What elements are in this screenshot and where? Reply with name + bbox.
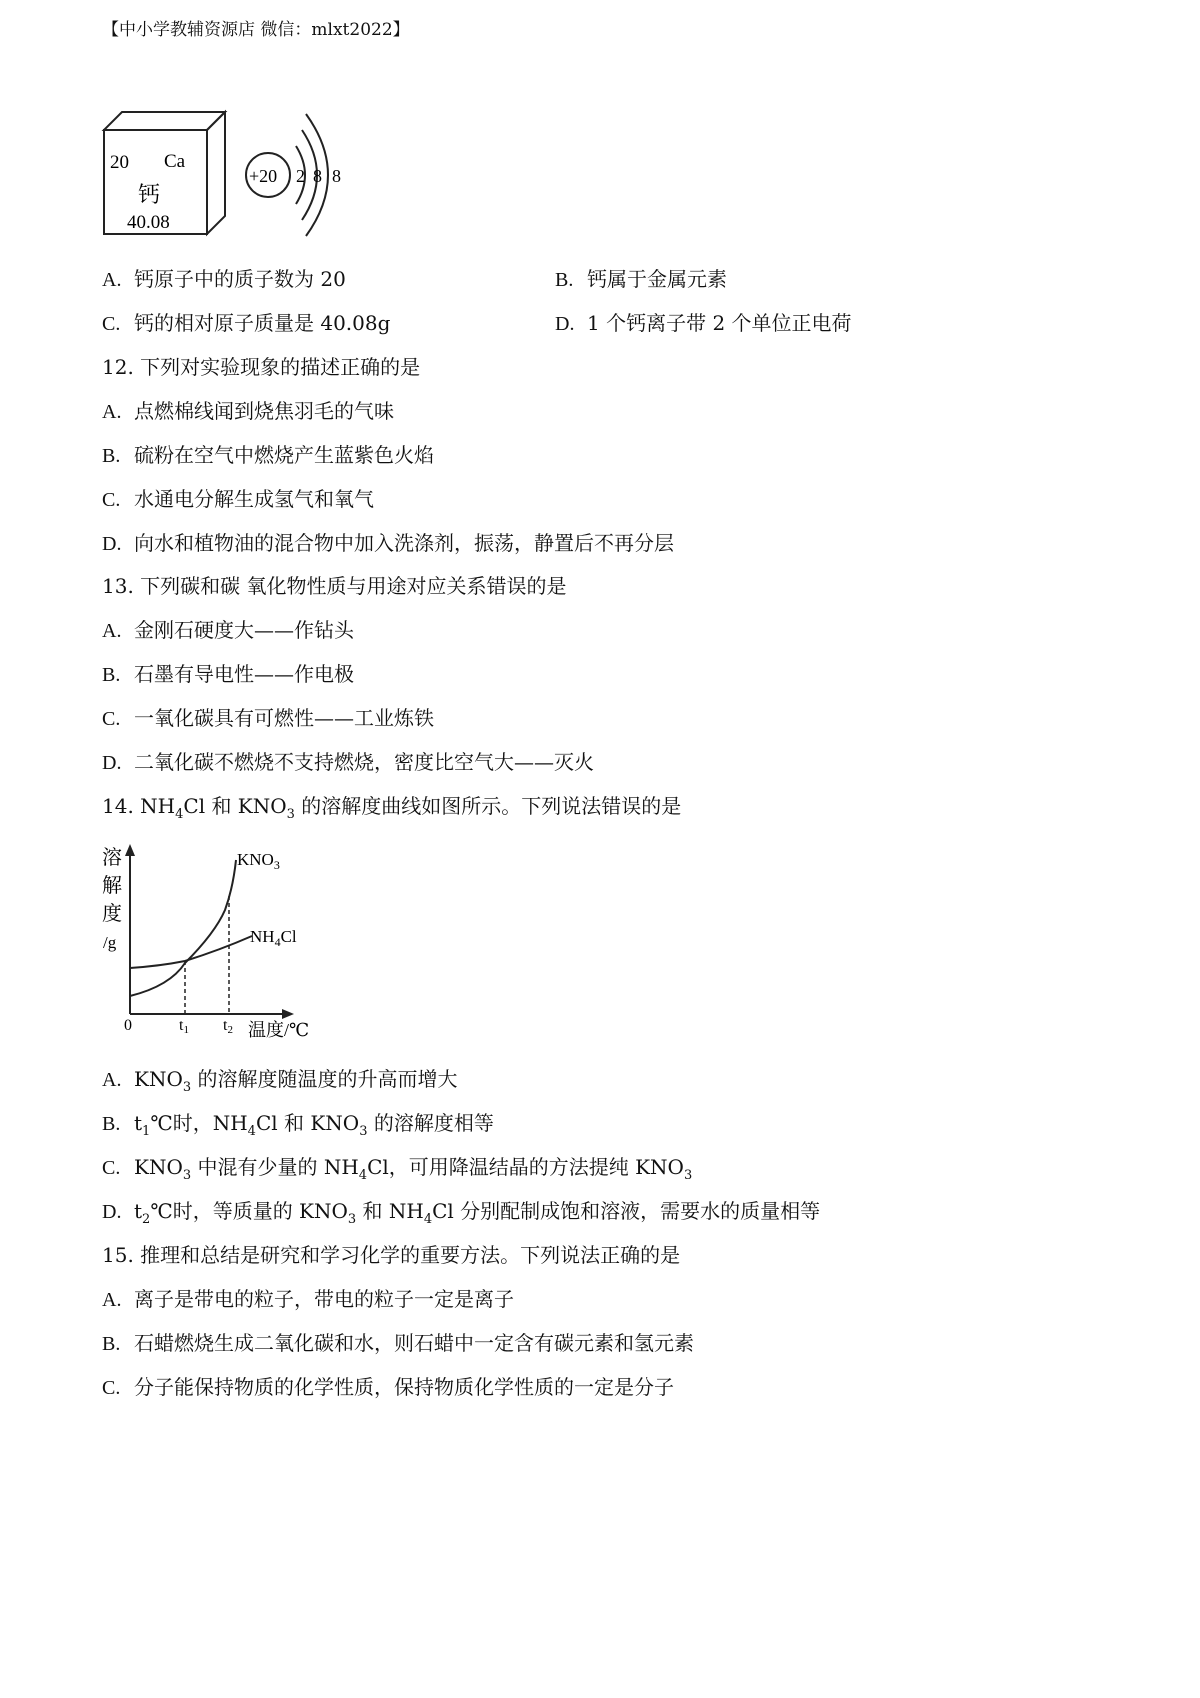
xlabel: 温度/℃: [248, 1020, 310, 1040]
q13-stem: 13. 下列碳和碳 氧化物性质与用途对应关系错误的是: [102, 574, 567, 598]
atomic-mass: 40.08: [127, 212, 170, 233]
q12-stem: 12. 下列对实验现象的描述正确的是: [102, 355, 421, 379]
q11-option-b: B. 钙属于金属元素: [555, 267, 727, 291]
q13-option-c: C. 一氧化碳具有可燃性——工业炼铁: [102, 706, 434, 730]
shell-3-electrons: 8: [332, 166, 341, 186]
q14-option-d: D. $t_2℃$时，等质量的 $KNO_3$ 和 $NH_4Cl$ 分别配制成饱和溶液，需要水的质量相等: [102, 1199, 821, 1227]
origin-label: 0: [124, 1017, 132, 1034]
shell-1-electrons: 2: [296, 166, 305, 186]
q15-option-b: B. 石蜡燃烧生成二氧化碳和水，则石蜡中一定含有碳元素和氢元素: [102, 1331, 694, 1355]
q12-option-c: C. 水通电分解生成氢气和氧气: [102, 487, 374, 511]
kno3-label: $KNO_3$: [237, 850, 280, 872]
page-header: 【中小学教辅资源店 微信：mlxt2022】: [102, 20, 410, 40]
ylabel-unit: /g: [103, 933, 117, 952]
shell-2-electrons: 8: [313, 166, 322, 186]
q12-option-d: D. 向水和植物油的混合物中加入洗涤剂，振荡，静置后不再分层: [102, 531, 674, 555]
ylabel-char-3: 度: [102, 903, 122, 925]
calcium-element-figure: [100, 108, 360, 248]
q14-option-b: B. $t_1℃$时，$NH_4Cl$ 和 $KNO_3$ 的溶解度相等: [102, 1111, 494, 1139]
nucleus-charge: +20: [249, 166, 278, 186]
nh4cl-label: $NH_4Cl$: [250, 927, 297, 949]
t2-label: t2: [223, 1017, 233, 1036]
y-axis-arrow: [125, 844, 135, 856]
cube-side: [207, 112, 225, 234]
nh4cl-curve: [130, 936, 252, 968]
t1-label: t1: [179, 1017, 189, 1036]
q11-option-d: D. 1 个钙离子带 2 个单位正电荷: [555, 311, 852, 335]
element-symbol: Ca: [164, 151, 186, 172]
cube-top: [104, 112, 225, 130]
x-axis-arrow: [282, 1009, 294, 1019]
q13-option-d: D. 二氧化碳不燃烧不支持燃烧，密度比空气大——灭火: [102, 750, 594, 774]
q14-stem: 14. $NH_4Cl$ 和 $KNO_3$ 的溶解度曲线如图所示。下列说法错误的是: [102, 794, 682, 822]
q14-option-c: C. $KNO_3$ 中混有少量的 $NH_4Cl$，可用降温结晶的方法提纯 $KNO_3$: [102, 1155, 693, 1183]
q15-option-a: A. 离子是带电的粒子，带电的粒子一定是离子: [102, 1287, 514, 1311]
q15-stem: 15. 推理和总结是研究和学习化学的重要方法。下列说法正确的是: [102, 1243, 681, 1267]
q14-option-a: A. $KNO_3$ 的溶解度随温度的升高而增大: [102, 1067, 458, 1095]
kno3-curve: [130, 860, 236, 996]
q11-option-a: A. 钙原子中的质子数为 20: [102, 267, 346, 291]
solubility-curve-graph: [100, 838, 330, 1048]
ylabel-char-2: 解: [102, 875, 122, 897]
q12-option-a: A. 点燃棉线闻到烧焦羽毛的气味: [102, 399, 394, 423]
q11-option-c: C. 钙的相对原子质量是 40.08g: [102, 311, 391, 335]
atomic-number: 20: [110, 152, 129, 173]
q13-option-b: B. 石墨有导电性——作电极: [102, 662, 354, 686]
ylabel-char-1: 溶: [102, 847, 122, 869]
q13-option-a: A. 金刚石硬度大——作钻头: [102, 618, 354, 642]
q15-option-c: C. 分子能保持物质的化学性质，保持物质化学性质的一定是分子: [102, 1375, 674, 1399]
q12-option-b: B. 硫粉在空气中燃烧产生蓝紫色火焰: [102, 443, 434, 467]
element-name: 钙: [138, 182, 161, 207]
